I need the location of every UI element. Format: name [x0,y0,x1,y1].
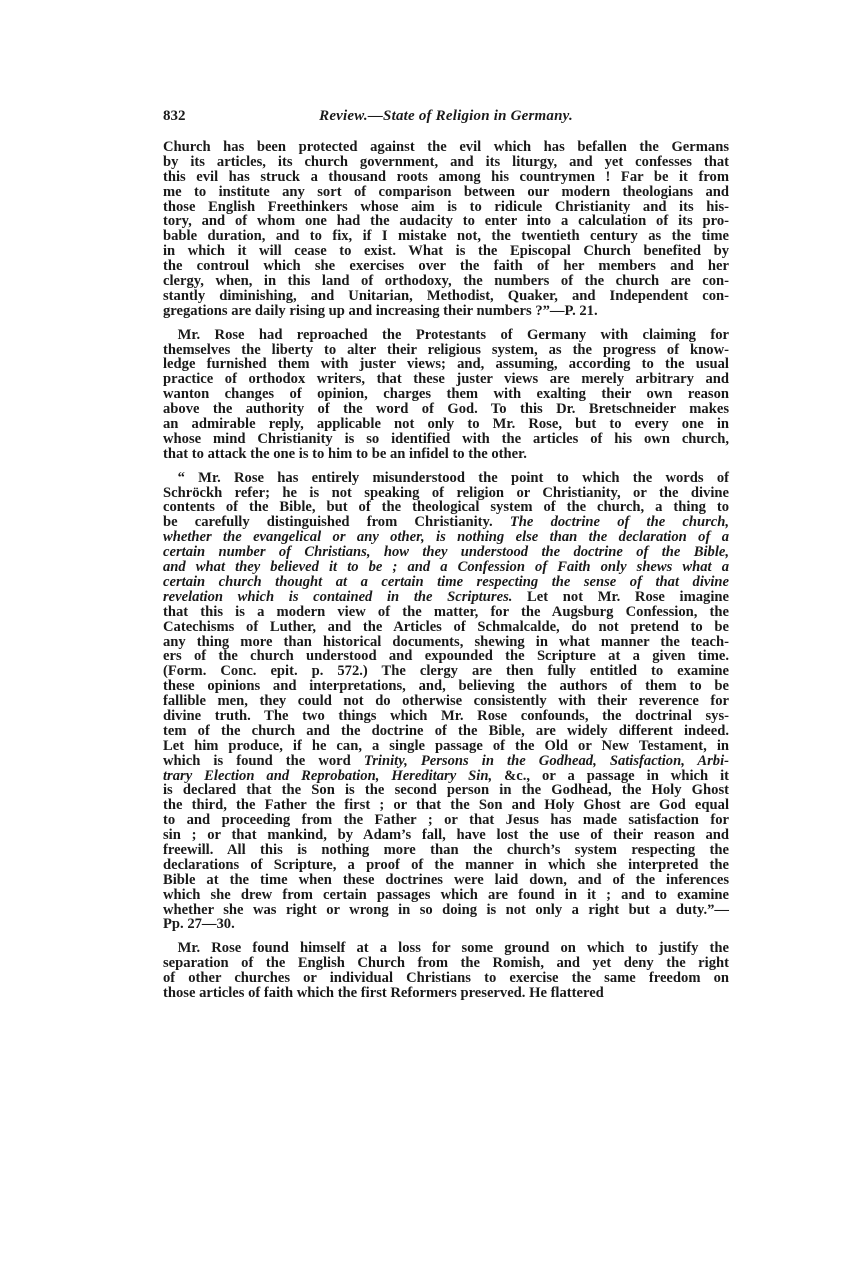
text-line [163,709,729,724]
text-line [163,873,729,888]
paragraph-p3 [163,471,729,933]
text-line [163,724,729,739]
text-run: to and proceeding from the Father ; or that Jesus has made satisfaction for [163,812,729,829]
text-line [163,798,729,813]
text-line [163,500,729,515]
text-run: Mr. Rose found himself at a loss for some ground on which to justify the [163,940,729,957]
text-line [163,545,729,560]
text-line [163,357,729,372]
text-run: tory, and of whom one had the audacity to enter into a calculation of its pro- [163,213,729,230]
text-run: these opinions and interpretations, and, believing the authors of them to be [163,678,729,695]
text-run: Schröckh refer; he is not speaking of religion or Christianity, or the divine [163,484,729,501]
text-line [163,486,729,501]
text-line [163,903,729,918]
text-run: that this is a modern view of the matter, for the Augsburg Confession, the [163,603,729,620]
italic-run: whether the evangelical or any other, is nothing else than the declaration of a [163,529,729,546]
text-line [163,140,729,155]
text-line [163,828,729,843]
text-run: be carefully distinguished from Christianity. [163,514,510,531]
text-run: in which it will cease to exist. What is the Episcopal Church benefited by [163,243,729,260]
text-line [163,259,729,274]
text-line [163,888,729,903]
running-header [163,108,729,128]
text-line [163,274,729,289]
text-line [163,328,729,343]
text-line [163,971,729,986]
italic-run: and what they believed it to be ; and a Confession of Faith only shews what a [163,559,729,576]
text-run: which is found the word [163,752,364,769]
text-line [163,783,729,798]
text-run: gregations are daily rising up and increasing their numbers ?”—P. 21. [163,302,598,319]
text-line [163,694,729,709]
text-run: which she drew from certain passages which are found in it ; and to examine [163,886,729,903]
text-run: themselves the liberty to alter their religious system, as the progress of know- [163,341,729,358]
text-run: declarations of Scripture, a proof of the manner in which she interpreted the [163,856,729,873]
text-line [163,471,729,486]
text-run: is declared that the Son is the second person in the Godhead, the Holy Ghost [163,782,729,799]
text-run: tem of the church and the doctrine of the Bible, are widely different indeed. [163,722,729,739]
italic-run: certain church thought at a certain time respecting the sense of that divine [163,573,729,590]
paragraph-p2 [163,328,729,462]
text-run: ledge furnished them with juster views; and, assuming, according to the usual [163,356,729,373]
text-line [163,858,729,873]
text-run: Mr. Rose had reproached the Protestants of Germany with claiming for [163,326,729,343]
text-line [163,214,729,229]
text-run: separation of the English Church from the Romish, and yet deny the right [163,955,729,972]
text-run: those articles of faith which the first Reformers preserved. He flattered [163,984,604,1001]
paragraph-p4 [163,941,729,1001]
text-run: sin ; or that mankind, by Adam’s fall, have lost the use of their reason and [163,827,729,844]
text-line [163,917,729,932]
text-run: Church has been protected against the evil which has befallen the Germans [163,139,729,155]
text-line [163,387,729,402]
text-line [163,664,729,679]
text-line [163,843,729,858]
text-line [163,590,729,605]
text-run: the controul which she exercises over the faith of her members and her [163,258,729,275]
text-run: divine truth. The two things which Mr. Rose confounds, the doctrinal sys- [163,707,729,724]
text-line [163,515,729,530]
italic-run: revelation which is contained in the Scriptures. [163,588,513,605]
italic-run: trary Election and Reprobation, Hereditary Sin, [163,767,493,784]
text-line [163,244,729,259]
text-run: “ Mr. Rose has entirely misunderstood the point to which the words of [163,469,729,486]
text-run: contents of the Bible, but of the theological system of the church, a thing to [163,499,729,516]
text-run: ers of the church understood and expounded the Scripture at a given time. [163,648,729,665]
text-run: by its articles, its church government, and its liturgy, and yet confesses that [163,153,729,170]
text-line [163,402,729,417]
text-run: (Form. Conc. epit. p. 572.) The clergy are then fully entitled to examine [163,663,729,680]
text-line [163,304,729,319]
text-run: Bible at the time when these doctrines were laid down, and of the inferences [163,871,729,888]
italic-run: certain number of Christians, how they understood the doctrine of the Bible, [163,544,729,561]
text-run: any thing more than historical documents, shewing in what manner the teach- [163,633,729,650]
document-page [163,108,729,1001]
text-run: this evil has struck a thousand roots among his countrymen ! Far be it from [163,168,729,185]
text-run: freewill. All this is nothing more than the church’s system respecting the [163,841,729,858]
text-run: that to attack the one is to him to be an infidel to the other. [163,445,527,462]
text-line [163,813,729,828]
text-line [163,200,729,215]
text-line [163,649,729,664]
text-line [163,620,729,635]
text-line [163,769,729,784]
text-run: Catechisms of Luther, and the Articles of Schmalcalde, do not pretend to be [163,618,729,635]
text-line [163,605,729,620]
text-line [163,372,729,387]
text-run: me to institute any sort of comparison between our modern theologians and [163,183,729,200]
text-line [163,941,729,956]
text-run: Let him produce, if he can, a single passage of the Old or New Testament, in [163,737,729,754]
text-line [163,575,729,590]
page-number: 832 [163,108,186,124]
text-line [163,956,729,971]
paragraph-p1 [163,140,729,319]
text-line [163,530,729,545]
italic-run: The doctrine of the church, [509,514,729,531]
text-run: whose mind Christianity is so identified with the articles of his own church, [163,430,729,447]
text-line [163,170,729,185]
text-line [163,986,729,1001]
text-run: those English Freethinkers whose aim is to ridicule Christianity and its his- [163,198,729,215]
text-run: fallible men, they could not do otherwise consistently with their reverence for [163,693,729,710]
text-line [163,343,729,358]
body-text [163,140,729,1001]
text-line [163,185,729,200]
text-line [163,417,729,432]
text-line [163,635,729,650]
text-run: bable duration, and to fix, if I mistake not, the twentieth century as the time [163,228,729,245]
text-line [163,229,729,244]
text-line [163,739,729,754]
text-line [163,289,729,304]
text-run: of other churches or individual Christians to exercise the same freedom on [163,970,729,987]
text-run: wanton changes of opinion, charges them with exalting their own reason [163,386,729,403]
text-run: clergy, when, in this land of orthodoxy, the numbers of the church are con- [163,273,729,290]
text-run: an admirable reply, applicable not only to Mr. Rose, but to every one in [163,416,729,433]
text-line [163,432,729,447]
text-line [163,679,729,694]
running-title: Review.—State of Religion in Germany. [319,108,573,124]
text-line [163,155,729,170]
text-run: Let not Mr. Rose imagine [512,588,729,605]
text-run: Pp. 27—30. [163,916,235,933]
text-run: practice of orthodox writers, that these juster views are merely arbitrary and [163,371,729,388]
italic-run: Trinity, Persons in the Godhead, Satisfaction, Arbi- [363,752,730,769]
text-run: the third, the Father the first ; or that the Son and Holy Ghost are God equal [163,797,729,814]
text-line [163,447,729,462]
text-line [163,560,729,575]
text-run: stantly diminishing, and Unitarian, Methodist, Quaker, and Independent con- [163,287,729,304]
text-run: &c., or a passage in which it [492,767,729,784]
text-run: whether she was right or wrong in so doing is not only a right but a duty.”— [163,901,729,918]
text-line [163,754,729,769]
text-run: above the authority of the word of God. To this Dr. Bretschneider makes [163,401,729,418]
